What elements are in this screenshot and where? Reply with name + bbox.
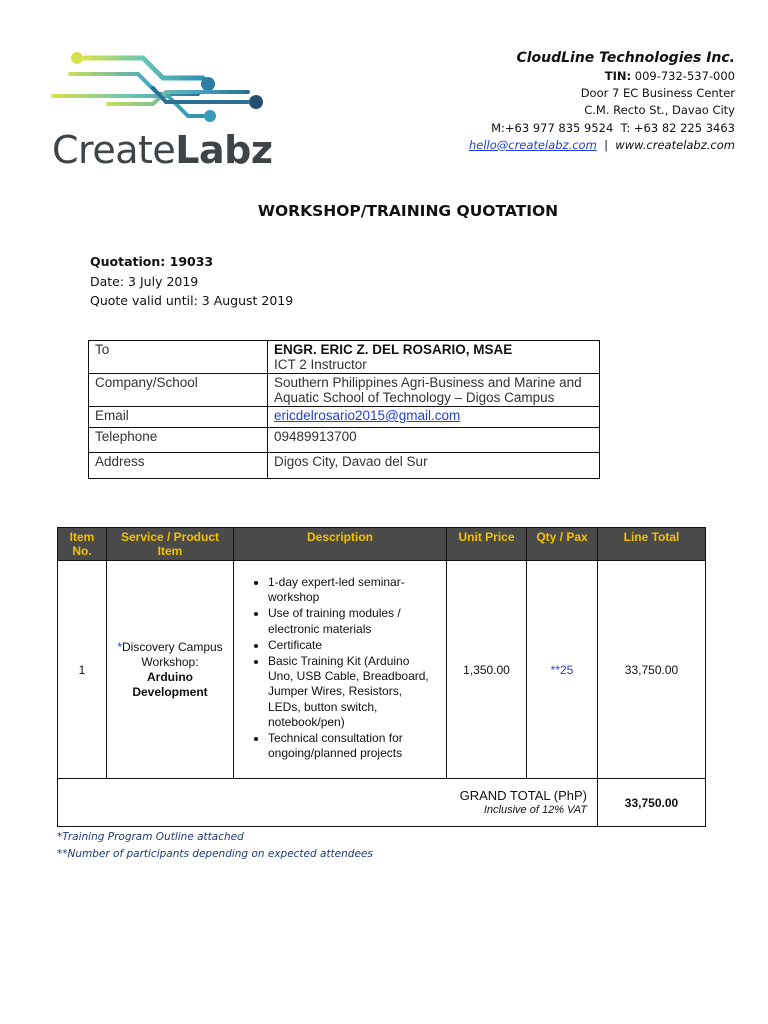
createlabz-logo <box>48 44 273 174</box>
quote-date: Date: 3 July 2019 <box>90 273 199 289</box>
list-item: • 1-day expert-led seminar-workshop <box>268 575 438 605</box>
header-description: Description <box>234 528 447 561</box>
header-service: Service / Product Item <box>107 528 234 561</box>
client-name: ENGR. ERIC Z. DEL ROSARIO, MSAE <box>274 342 513 357</box>
info-label: To <box>89 341 268 374</box>
footnote-outline: *Training Program Outline attached <box>57 831 244 843</box>
company-website: www.createlabz.com <box>615 137 735 152</box>
info-row-company <box>89 374 600 407</box>
info-row-email <box>89 407 600 428</box>
company-phones: M:+63 977 835 9524 T: +63 82 225 3463 <box>491 120 735 135</box>
info-label: Address <box>89 453 268 479</box>
quantity: **25 <box>527 561 598 779</box>
quote-number: Quotation: 19033 <box>90 254 214 269</box>
client-email-link[interactable]: ericdelrosario2015@gmail.com <box>274 408 461 423</box>
company-contact-block <box>469 48 735 154</box>
grand-total-value: 33,750.00 <box>598 779 706 827</box>
client-company: Southern Philippines Agri-Business and Marine and Aquatic School of Technology – Digos Campus <box>268 374 600 407</box>
list-item: • Certificate <box>268 638 438 653</box>
list-item: • Basic Training Kit (Arduino Uno, USB Cable, Breadboard, Jumper Wires, Resistors, LEDs, button switch, notebook/pen) <box>268 654 438 730</box>
description-list <box>242 575 438 761</box>
client-info-table <box>88 340 600 479</box>
header-line-total: Line Total <box>598 528 706 561</box>
vat-note: Inclusive of 12% VAT <box>483 803 587 816</box>
company-tin: TIN: 009-732-537-000 <box>604 69 735 83</box>
client-telephone: 09489913700 <box>268 428 600 453</box>
footnotes <box>57 829 373 863</box>
company-address-line1: Door 7 EC Business Center <box>580 86 735 101</box>
table-row <box>58 561 706 779</box>
service-item: *Discovery Campus Workshop: Arduino Development <box>107 561 234 779</box>
company-address-line2: C.M. Recto St., Davao City <box>584 103 735 118</box>
header-item-no: Item No. <box>58 528 107 561</box>
list-item: • Use of training modules / electronic materials <box>268 606 438 636</box>
info-label: Company/School <box>89 374 268 407</box>
header-unit-price: Unit Price <box>447 528 527 561</box>
quotation-items-table <box>57 527 706 827</box>
items-header-row <box>58 528 706 561</box>
info-label: Telephone <box>89 428 268 453</box>
document-title: WORKSHOP/TRAINING QUOTATION <box>257 202 559 220</box>
info-label: Email <box>89 407 268 428</box>
company-web: hello@createlabz.com | www.createlabz.com <box>468 137 735 152</box>
circuit-traces-icon <box>48 44 273 134</box>
info-row-address <box>89 453 600 479</box>
footnote-participants: **Number of participants depending on expected attendees <box>57 848 373 860</box>
info-row-to <box>89 341 600 374</box>
quote-meta <box>90 252 293 311</box>
item-description <box>234 561 447 779</box>
info-row-telephone <box>89 428 600 453</box>
quote-valid-until: Quote valid until: 3 August 2019 <box>90 293 294 308</box>
unit-price: 1,350.00 <box>447 561 527 779</box>
logo-wordmark: CreateLabz <box>52 128 273 172</box>
grand-total-label: GRAND TOTAL (PhP) <box>459 787 587 803</box>
line-total: 33,750.00 <box>598 561 706 779</box>
grand-total-label-cell <box>58 779 598 827</box>
grand-total-row <box>58 779 706 827</box>
item-number: 1 <box>58 561 107 779</box>
list-item: • Technical consultation for ongoing/planned projects <box>268 731 438 761</box>
header-qty: Qty / Pax <box>527 528 598 561</box>
client-position: ICT 2 Instructor <box>274 357 367 372</box>
client-address: Digos City, Davao del Sur <box>268 453 600 479</box>
company-name: CloudLine Technologies Inc. <box>516 50 735 66</box>
company-email-link[interactable]: hello@createlabz.com <box>468 137 597 152</box>
